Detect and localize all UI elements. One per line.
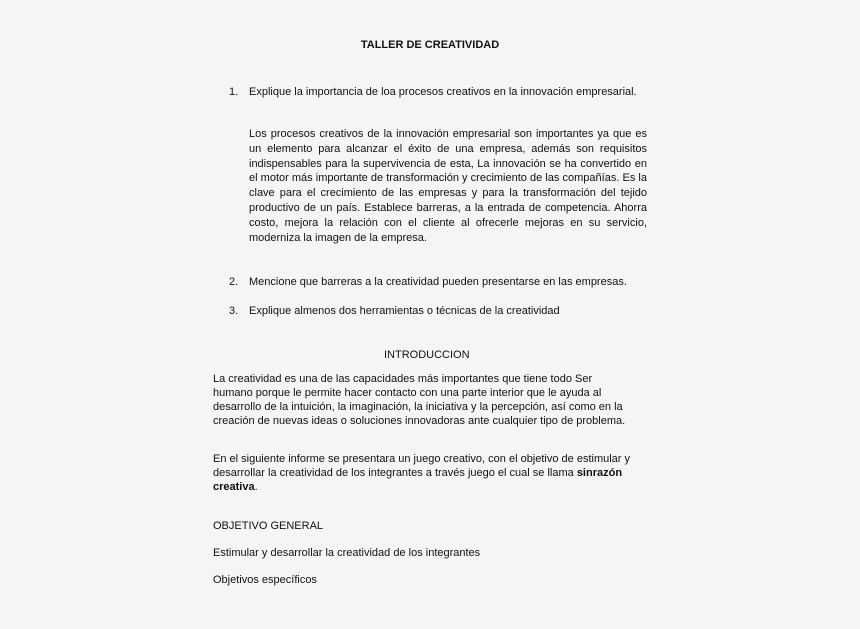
intro-paragraph-2-text: En el siguiente informe se presentara un juego creativo, con el objetivo de estimular y desarrollar la creatividad de los integrantes a través juego el cual se llama xyxy=(213,453,631,479)
intro-paragraph-2-end: . xyxy=(254,481,258,493)
question-3-text: Explique almenos dos herramientas o técnicas de la creatividad xyxy=(249,305,560,317)
answer-1: Los procesos creativos de la innovación empresarial son importantes ya que es un elemento para alcanzar el éxito de una empresa, además son requisitos indispensables para la supervivencia de esta, La innovación se ha convertido en el motor más importante de transformación y crecimiento de las compañías. Es la clave para el crecimiento de las empresas y para la transformación del tejido productivo de un país. Establece barreras, a la entrada de competencia. Ahorra costo, mejora la relación con el cliente al ofrecerle mejoras en su servicio, moderniza la imagen de la empresa. xyxy=(249,128,647,244)
document-title: TALLER DE CREATIVIDAD xyxy=(360,39,500,51)
question-1-text: Explique la importancia de loa procesos creativos en la innovación empresarial. xyxy=(249,86,637,98)
question-3 xyxy=(229,304,649,318)
question-3-number: 3. xyxy=(229,305,239,317)
objetivos-especificos-title: Objetivos específicos xyxy=(213,574,317,586)
objetivo-general-title: OBJETIVO GENERAL xyxy=(213,520,324,532)
question-2-text: Mencione que barreras a la creatividad pueden presentarse en las empresas. xyxy=(249,276,627,288)
game-name: sinrazón creativa xyxy=(213,467,623,493)
question-2-number: 2. xyxy=(229,276,239,288)
question-1-number: 1. xyxy=(229,86,239,98)
intro-title: INTRODUCCION xyxy=(384,349,470,361)
question-2 xyxy=(229,275,649,289)
objetivo-general-text: Estimular y desarrollar la creatividad de los integrantes xyxy=(213,547,481,559)
intro-paragraph-1: La creatividad es una de las capacidades más importantes que tiene todo Ser humano porque le permite hacer contacto con una parte interior que le ayuda al desarrollo de la intuición, la imaginación, la iniciativa y la percepción, así como en la creación de nuevas ideas o soluciones innovadoras ante cualquier tipo de problema. xyxy=(213,373,626,427)
question-1 xyxy=(229,85,649,99)
intro-paragraph-2 xyxy=(213,452,633,494)
